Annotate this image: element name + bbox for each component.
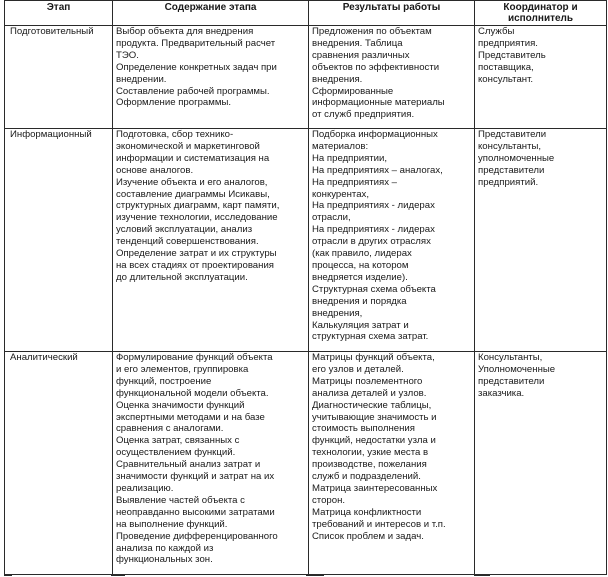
cell-line: Службы bbox=[478, 26, 515, 37]
cell-line: экономической и маркетинговой bbox=[116, 140, 260, 152]
cell-line: Матрица заинтересованных bbox=[312, 482, 438, 494]
cell-line: служб и подразделений. bbox=[312, 471, 421, 483]
cell-line: продукта. Предварительный расчет bbox=[116, 37, 276, 49]
cell-line: Представитель bbox=[478, 49, 546, 61]
cell-line: Уполномоченные bbox=[478, 363, 556, 375]
cell-line: изучение технологии, исследование bbox=[116, 212, 278, 224]
cell-line: внедрения. bbox=[312, 73, 363, 85]
cell-line: технологии, узкие места в bbox=[312, 447, 429, 459]
stage-cell: Подготовительный bbox=[5, 26, 113, 129]
cell-line: уполномоченные bbox=[478, 152, 555, 164]
coordinator-cell bbox=[475, 129, 607, 352]
table-row bbox=[5, 129, 607, 352]
cell-line: внедрении. bbox=[116, 73, 167, 85]
cell-line: внедрения. Таблица bbox=[312, 37, 403, 49]
cell-line: Оценка значимости функций bbox=[116, 399, 245, 411]
cell-line: представители bbox=[478, 164, 545, 176]
stage-cell: Аналитический bbox=[5, 352, 113, 575]
cell-line: от служб предприятия. bbox=[312, 109, 415, 121]
cell-line: На предприятиях – аналогах, bbox=[312, 164, 443, 176]
cell-line: объектов по эффективности bbox=[312, 61, 440, 73]
cell-line: Подготовка, сбор технико- bbox=[116, 129, 234, 140]
cell-line: На предприятиях - лидерах bbox=[312, 224, 435, 236]
cell-line: анализа деталей и узлов. bbox=[312, 387, 427, 399]
cell-line: составление диаграммы Исикавы, bbox=[116, 188, 270, 200]
cell-line: структурных диаграмм, карт памяти, bbox=[116, 200, 280, 212]
cell-line: Калькуляция затрат и bbox=[312, 319, 409, 331]
cell-line: Выбор объекта для внедрения bbox=[116, 26, 254, 37]
cell-line: информационные материалы bbox=[312, 97, 445, 109]
cell-line: структурная схема затрат. bbox=[312, 331, 429, 343]
cell-line: осуществлением функций. bbox=[116, 447, 236, 459]
header-results: Результаты работы bbox=[309, 1, 475, 26]
stages-table bbox=[4, 0, 607, 575]
cell-line: Выявление частей объекта с bbox=[116, 494, 245, 506]
cell-line: сравнения с аналогами. bbox=[116, 423, 224, 435]
cell-line: Формулирование функций объекта bbox=[116, 352, 273, 363]
cell-line: анализа по каждой из bbox=[116, 542, 214, 554]
cell-line: Диагностические таблицы, bbox=[312, 399, 432, 411]
cell-line: Проведение дифференцированного bbox=[116, 530, 278, 542]
header-stage: Этап bbox=[5, 1, 113, 26]
content-cell bbox=[113, 129, 309, 352]
cell-line: Подборка информационных bbox=[312, 129, 438, 140]
cell-line: Представители bbox=[478, 129, 547, 140]
cell-line: сравнения различных bbox=[312, 49, 410, 61]
cell-line: ТЭО. bbox=[116, 49, 139, 61]
results-cell bbox=[309, 26, 475, 129]
cell-line: отрасли, bbox=[312, 212, 351, 224]
cell-line: функциональной модели объекта. bbox=[116, 387, 269, 399]
cell-line: значимости функций и затрат на их bbox=[116, 471, 275, 483]
cell-line: производстве, пожелания bbox=[312, 459, 427, 471]
cell-line: Предложения по объектам bbox=[312, 26, 432, 37]
cell-line: На предприятиях - лидерах bbox=[312, 200, 435, 212]
cell-line: стоимость выполнения bbox=[312, 423, 415, 435]
cell-line: Оформление программы. bbox=[116, 97, 232, 109]
cell-line: заказчика. bbox=[478, 387, 525, 399]
results-cell bbox=[309, 352, 475, 575]
cell-line: поставщика, bbox=[478, 61, 534, 73]
cell-line: предприятия. bbox=[478, 37, 538, 49]
cell-line: Изучение объекта и его аналогов, bbox=[116, 176, 268, 188]
cell-line: и его элементов, группировка bbox=[116, 363, 249, 375]
header-coordinator: Координатор и исполнитель bbox=[475, 1, 607, 26]
cell-line: Оценка затрат, связанных с bbox=[116, 435, 240, 447]
cell-line: сторон. bbox=[312, 494, 346, 506]
cell-line: консультант. bbox=[478, 73, 534, 85]
cell-line: функциональных зон. bbox=[116, 554, 213, 566]
cell-line: функций, недостатки узла и bbox=[312, 435, 436, 447]
table-row bbox=[5, 352, 607, 575]
cell-line: реализацию. bbox=[116, 482, 174, 494]
cell-line: внедряется изделие). bbox=[312, 271, 408, 283]
cell-line: внедрения, bbox=[312, 307, 363, 319]
cell-line: материалов: bbox=[312, 140, 369, 152]
cell-line: Определение затрат и их структуры bbox=[116, 248, 277, 260]
content-cell bbox=[113, 352, 309, 575]
cell-line: функций, построение bbox=[116, 375, 212, 387]
cell-line: информации и систематизация на bbox=[116, 152, 270, 164]
coordinator-cell bbox=[475, 26, 607, 129]
stage-cell: Информационный bbox=[5, 129, 113, 352]
cell-line: Сформированные bbox=[312, 85, 394, 97]
results-cell bbox=[309, 129, 475, 352]
cell-line: Матрицы функций объекта, bbox=[312, 352, 435, 363]
cell-line: внедрения и порядка bbox=[312, 295, 407, 307]
cell-line: конкурентах, bbox=[312, 188, 369, 200]
cell-line: предприятий. bbox=[478, 176, 539, 188]
cell-line: (как правило, лидерах bbox=[312, 248, 412, 260]
cell-line: Составление рабочей программы. bbox=[116, 85, 270, 97]
cell-line: тенденций совершенствования. bbox=[116, 236, 259, 248]
cell-line: учитывающие значимость и bbox=[312, 411, 437, 423]
cell-line: Список проблем и задач. bbox=[312, 530, 424, 542]
cell-line: на выполнение функций. bbox=[116, 518, 228, 530]
content-cell bbox=[113, 26, 309, 129]
cell-line: отрасли в других отраслях bbox=[312, 236, 431, 248]
cell-line: требований и интересов и т.п. bbox=[312, 518, 446, 530]
cell-line: неоправданно высокими затратами bbox=[116, 506, 275, 518]
coordinator-cell bbox=[475, 352, 607, 575]
cell-line: Сравнительный анализ затрат и bbox=[116, 459, 261, 471]
cell-line: Структурная схема объекта bbox=[312, 283, 436, 295]
cell-line: процесса, на котором bbox=[312, 259, 409, 271]
cell-line: основе аналогов. bbox=[116, 164, 194, 176]
header-row bbox=[5, 1, 607, 26]
cell-line: Консультанты, bbox=[478, 352, 543, 363]
cell-line: Матрица конфликтности bbox=[312, 506, 422, 518]
cell-line: до длительной эксплуатации. bbox=[116, 271, 248, 283]
cell-line: На предприятиях – bbox=[312, 176, 398, 188]
cell-line: условий эксплуатации, анализ bbox=[116, 224, 253, 236]
cell-line: его узлов и деталей. bbox=[312, 363, 404, 375]
cell-line: консультанты, bbox=[478, 140, 542, 152]
cell-line: Определение конкретных задач при bbox=[116, 61, 277, 73]
cell-line: экспертными методами и на базе bbox=[116, 411, 265, 423]
cell-line: представители bbox=[478, 375, 545, 387]
table-row bbox=[5, 26, 607, 129]
header-content: Содержание этапа bbox=[113, 1, 309, 26]
cell-line: Матрицы поэлементного bbox=[312, 375, 423, 387]
cell-line: на всех стадиях от проектирования bbox=[116, 259, 274, 271]
cell-line: На предприятии, bbox=[312, 152, 388, 164]
